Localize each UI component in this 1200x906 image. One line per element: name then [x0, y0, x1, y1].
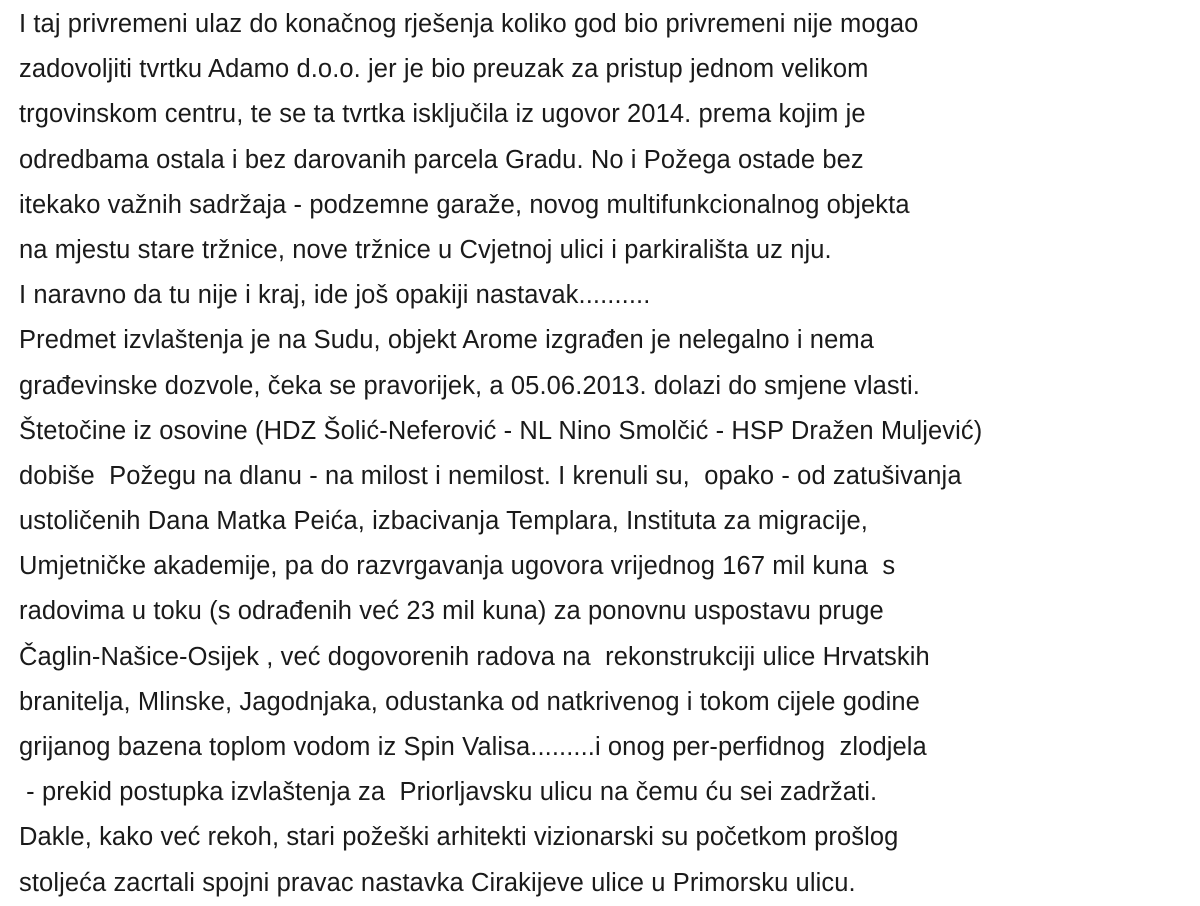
- text-line-2: zadovoljiti tvrtku Adamo d.o.o. jer je bio preuzak za pristup jednom velikom: [19, 55, 869, 84]
- text-line-8: Predmet izvlaštenja je na Sudu, objekt Arome izgrađen je nelegalno i nema: [19, 326, 874, 355]
- text-line-12: ustoličenih Dana Matka Peića, izbacivanja Templara, Instituta za migracije,: [19, 507, 868, 536]
- text-line-6: na mjestu stare tržnice, nove tržnice u Cvjetnoj ulici i parkirališta uz nju.: [19, 235, 832, 264]
- text-line-14: radovima u toku (s odrađenih već 23 mil kuna) za ponovnu uspostavu pruge: [19, 597, 884, 626]
- text-line-9: građevinske dozvole, čeka se pravorijek, a 05.06.2013. dolazi do smjene vlasti.: [19, 371, 920, 400]
- text-line-3: trgovinskom centru, te se ta tvrtka isključila iz ugovor 2014. prema kojim je: [19, 100, 866, 129]
- text-line-13: Umjetničke akademije, pa do razvrgavanja ugovora vrijednog 167 mil kuna s: [19, 552, 896, 581]
- text-line-16: branitelja, Mlinske, Jagodnjaka, odustanka od natkrivenog i tokom cijele godine: [19, 687, 920, 716]
- text-line-4: odredbama ostala i bez darovanih parcela Gradu. No i Požega ostade bez: [19, 145, 864, 174]
- text-line-15: Čaglin-Našice-Osijek , već dogovorenih radova na rekonstrukciji ulice Hrvatskih: [19, 642, 930, 671]
- text-line-1: I taj privremeni ulaz do konačnog rješenja koliko god bio privremeni nije mogao: [19, 10, 919, 38]
- text-line-5: itekako važnih sadržaja - podzemne garaže, novog multifunkcionalnog objekta: [19, 190, 910, 219]
- text-line-20: stoljeća zacrtali spojni pravac nastavka Cirakijeve ulice u Primorsku ulicu.: [19, 868, 856, 897]
- text-line-19: Dakle, kako već rekoh, stari požeški arhitekti vizionarski su početkom prošlog: [19, 823, 899, 852]
- text-line-7: I naravno da tu nije i kraj, ide još opakiji nastavak..........: [19, 281, 651, 310]
- text-line-10: Štetočine iz osovine (HDZ Šolić-Neferović - NL Nino Smolčić - HSP Dražen Muljević): [19, 416, 983, 445]
- document-body: [19, 2, 1194, 906]
- text-line-18: - prekid postupka izvlaštenja za Priorljavsku ulicu na čemu ću sei zadržati.: [19, 778, 878, 807]
- text-line-11: dobiše Požegu na dlanu - na milost i nemilost. I krenuli su, opako - od zatušivanja: [19, 461, 962, 490]
- text-line-17: grijanog bazena toplom vodom iz Spin Valisa.........i onog per-perfidnog zlodjela: [19, 733, 927, 761]
